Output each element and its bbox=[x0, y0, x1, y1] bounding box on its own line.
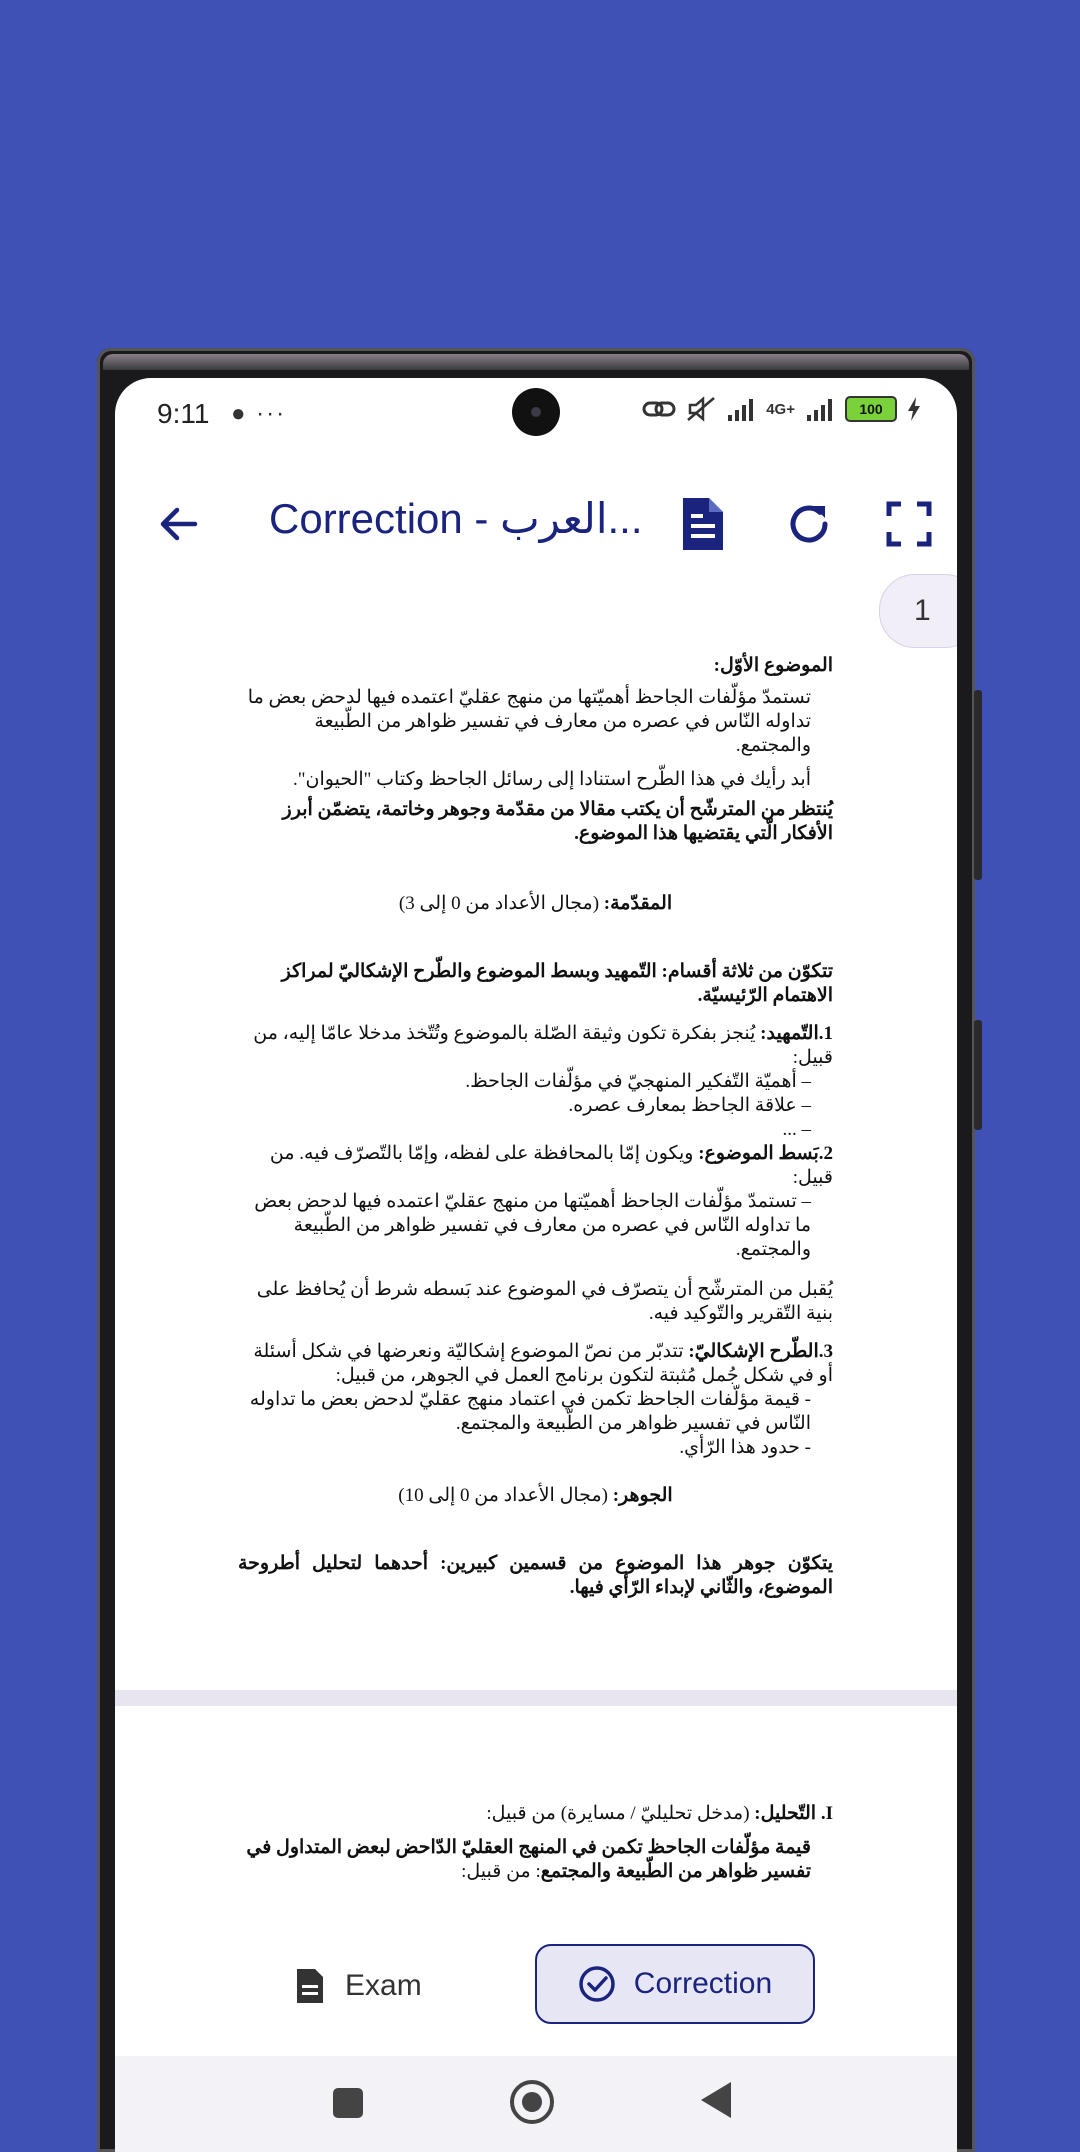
analysis-heading bbox=[238, 1802, 833, 1826]
volume-button bbox=[974, 690, 982, 880]
screen bbox=[115, 378, 957, 2152]
expectation-text: يُنتظر من المترشّح أن يكتب مقالا من مقدّمة وجوهر وخاتمة، يتضمّن أبرز الأفكار الّتي يقتضيها هذا الموضوع. bbox=[282, 799, 833, 844]
item3-bullet-2: - حدود هذا الرّأي. bbox=[679, 1437, 811, 1458]
analysis-point-bold: قيمة مؤلّفات الجاحظ تكمن في المنهج العقليّ الدّاحض لبعض المتداول في تفسير ظواهر من الطّبيعة والمجتمع bbox=[246, 1837, 811, 1882]
app-bar bbox=[115, 474, 957, 574]
power-button bbox=[974, 1020, 982, 1130]
status-bar bbox=[115, 378, 957, 452]
analysis-label: I. التّحليل: bbox=[754, 1803, 833, 1824]
item3-text: تتدبّر من نصّ الموضوع إشكاليّة ونعرضها في شكل أسئلة أو في شكل جُمل مُثبتة لتكون برنامج العمل في الجوهر، من قبيل: bbox=[253, 1341, 833, 1386]
item1-label: 1.التّمهيد: bbox=[760, 1023, 833, 1044]
body-heading bbox=[238, 1484, 833, 1508]
item1-bullet-3: – ... bbox=[782, 1119, 811, 1140]
analysis-text: (مدخل تحليليّ / مسايرة) من قبيل: bbox=[486, 1803, 750, 1824]
subject-prompt: أبد رأيك في هذا الطّرح استنادا إلى رسائل الجاحظ وكتاب "الحيوان". bbox=[293, 769, 811, 790]
item1-bullet-1: – أهميّة التّفكير المنهجيّ في مؤلّفات الجاحظ. bbox=[465, 1071, 811, 1092]
body-range: (مجال الأعداد من 0 إلى 10) bbox=[398, 1485, 608, 1506]
intro-range: (مجال الأعداد من 0 إلى 3) bbox=[398, 893, 600, 914]
battery-icon: 100 bbox=[845, 396, 897, 422]
tab-correction[interactable] bbox=[535, 1944, 815, 2024]
item2 bbox=[238, 1142, 833, 1190]
back-triangle-icon[interactable] bbox=[701, 2082, 731, 2118]
camera-cutout bbox=[512, 388, 560, 436]
signal-icon bbox=[726, 397, 756, 421]
recents-icon[interactable] bbox=[333, 2088, 363, 2118]
analysis-point-tail: : من قبيل: bbox=[461, 1861, 541, 1882]
system-nav-bar bbox=[115, 2056, 957, 2152]
item2-note: يُقبل من المترشّح أن يتصرّف في الموضوع عند بَسطه شرط أن يُحافظ على بنية التّقرير والتّوكيد فيه. bbox=[256, 1279, 833, 1324]
subject-text: تستمدّ مؤلّفات الجاحظ أهميّتها من منهج عقليّ اعتمده فيها لدحض بعض ما تداوله النّاس في عصره من معارف في تفسير ظواهر من الطّبيعة والمجتمع. bbox=[247, 687, 811, 756]
document-icon bbox=[295, 1967, 325, 2005]
page-title: Correction - العرب... bbox=[269, 495, 643, 542]
intro-parts: تتكوّن من ثلاثة أقسام: التّمهيد وبسط الموضوع والطّرح الإشكاليّ لمراكز الاهتمام الرّئيسيّة. bbox=[281, 961, 833, 1006]
intro-label: المقدّمة: bbox=[603, 893, 673, 914]
bottom-tabs bbox=[115, 1926, 957, 2036]
document-page-1 bbox=[238, 654, 833, 1600]
page-separator bbox=[115, 1690, 957, 1706]
analysis-point bbox=[238, 1836, 833, 1884]
body-parts: يتكوّن جوهر هذا الموضوع من قسمين كبيرين: أحدهما لتحليل أطروحة الموضوع، والثّاني لإبداء الرّأي فيها. bbox=[238, 1553, 833, 1598]
page-indicator: 1 bbox=[879, 574, 957, 648]
item3-label: 3.الطّرح الإشكاليّ: bbox=[688, 1341, 833, 1362]
item2-bullet: – تستمدّ مؤلّفات الجاحظ أهميّتها من منهج عقليّ اعتمده فيها لدحض بعض ما تداوله النّاس في عصره من معارف في تفسير ظواهر من الطّبيعة والمجتمع. bbox=[254, 1191, 811, 1260]
subject-heading: الموضوع الأوّل: bbox=[713, 655, 833, 676]
item3-bullet-1: - قيمة مؤلّفات الجاحظ تكمن في اعتماد منهج عقليّ لدحض بعض ما تداوله النّاس في تفسير ظواهر من الطّبيعة والمجتمع. bbox=[249, 1389, 811, 1434]
charging-icon bbox=[907, 397, 921, 421]
notification-icons: ● ··· bbox=[231, 400, 287, 427]
item1 bbox=[238, 1022, 833, 1070]
document-page-2 bbox=[238, 1802, 833, 1884]
tab-correction-label: Correction bbox=[633, 1967, 773, 2000]
item1-text: يُنجز بفكرة تكون وثيقة الصّلة بالموضوع وتُتّخذ مدخلا عامّا إليه، من قبيل: bbox=[253, 1023, 833, 1068]
mute-icon bbox=[686, 396, 716, 422]
item3 bbox=[238, 1340, 833, 1388]
tab-exam[interactable] bbox=[295, 1948, 455, 2024]
home-icon[interactable] bbox=[510, 2080, 554, 2124]
body-label: الجوهر: bbox=[612, 1485, 673, 1506]
phone-frame-top bbox=[103, 354, 969, 370]
tab-exam-label: Exam bbox=[345, 1969, 422, 2002]
refresh-icon[interactable] bbox=[779, 494, 839, 554]
fullscreen-icon[interactable] bbox=[883, 498, 935, 550]
arrow-left-icon[interactable] bbox=[151, 496, 207, 552]
link-icon bbox=[642, 398, 676, 420]
status-icons bbox=[642, 396, 921, 422]
item1-bullet-2: – علاقة الجاحظ بمعارف عصره. bbox=[568, 1095, 811, 1116]
check-circle-icon bbox=[578, 1965, 616, 2003]
status-time: 9:11 bbox=[157, 398, 210, 429]
item2-text: ويكون إمّا بالمحافظة على لفظه، وإمّا بالتّصرّف فيه. من قبيل: bbox=[269, 1143, 833, 1188]
intro-heading bbox=[238, 892, 833, 916]
item2-label: 2.بَسط الموضوع: bbox=[698, 1143, 833, 1164]
network-type: 4G+ bbox=[766, 400, 795, 418]
document-icon[interactable] bbox=[675, 494, 731, 554]
signal-icon-2 bbox=[805, 397, 835, 421]
